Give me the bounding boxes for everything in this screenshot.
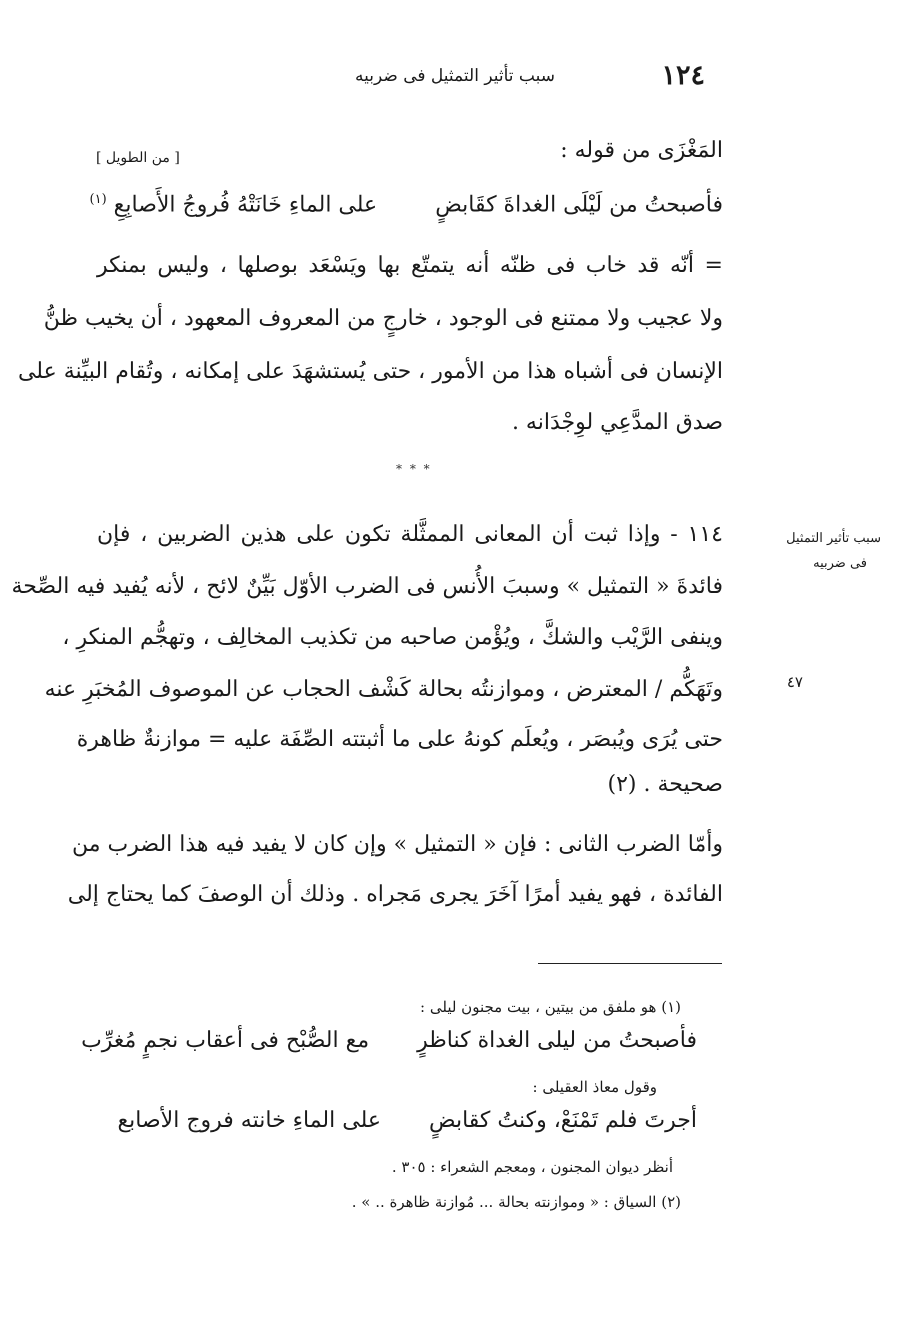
footnote-1-mid: وقول معاذ العقيلى : <box>532 1078 657 1096</box>
paragraph-line: الفائدة ، فهو يفيد أمرًا آخَرَ يجرى مَجراه . وذلك أن الوصفَ كما يحتاج إلى <box>67 882 723 907</box>
page-number: ١٢٤ <box>661 60 705 91</box>
margin-page-number: ٤٧ <box>786 673 803 691</box>
paragraph-line: ١١٤ - وإذا ثبت أن المعانى الممثَّلة تكون على هذين الضربين ، فإن <box>97 522 723 547</box>
footnote-verse-line <box>81 1028 697 1053</box>
paragraph-line: حتى يُرَى ويُبصَر ، ويُعلَم كونهُ على ما أثبتته الصِّفَة عليه = موازنةٌ ظاهرة <box>76 727 723 752</box>
paragraph-line: وينفى الرَّيْب والشكَّ ، ويُؤْمن صاحبه من تكذيب المخالِف ، وتهجُّم المنكرِ ، <box>62 625 723 650</box>
margin-note-line: فى ضربيه <box>813 556 867 571</box>
verse-hemistich-second: على الماءِ خانته فروج الأصابع <box>117 1108 381 1133</box>
verse-hemistich-first: فأصبحتُ من ليلى الغداة كناظرٍ <box>417 1028 697 1053</box>
footnote-2: (٢) السياق : « وموازنته بحالة ... مُوازنة ظاهرة .. » . <box>351 1193 681 1211</box>
paragraph-line: وأمّا الضرب الثانى : فإن « التمثيل » وإن كان لا يفيد فيه هذا الضرب من <box>72 832 723 857</box>
paragraph-line: فائدةَ « التمثيل » وسببَ الأُنس فى الضرب الأوّل بَيِّنٌ لائح ، لأنه يُفيد فيه الصِّحة <box>11 574 723 599</box>
section-intro-label: المَغْزَى من قوله : <box>560 138 723 163</box>
paragraph-line: = أنّه قد خاب فى ظنّه أنه يتمتّع بها ويَسْعَد بوصلها ، وليس بمنكر <box>97 253 723 278</box>
paragraph-line: ولا عجيب ولا ممتنع فى الوجود ، خارجٍ من المعروف المعهود ، أن يخيب ظنُّ <box>43 306 723 331</box>
verse-hemistich-first: أجرتَ فلم تَمْنَعْ، وكنتُ كقابضٍ <box>429 1108 697 1133</box>
paragraph-line: صدق المدَّعِي لوِجْدَانه . <box>511 410 723 435</box>
paragraph-line: صحيحة . (٢) <box>607 772 723 797</box>
footnote-marker: (١) <box>89 192 107 207</box>
running-head: سبب تأثير التمثيل فى ضربيه <box>355 66 555 86</box>
footnote-rule <box>538 963 722 964</box>
verse-line <box>90 192 723 217</box>
section-separator: * * * <box>396 462 432 476</box>
verse-hemistich-second: على الماءِ خَانَتْهُ فُروجُ الأَصابِعِ <box>113 192 378 218</box>
verse-hemistich-first: فأصبحتُ من لَيْلَى الغداةَ كقَابضٍ <box>435 192 723 218</box>
verse-hemistich-second: مع الصُّبْح فى أعقاب نجمٍ مُغرِّب <box>81 1028 370 1053</box>
footnote-verse-line <box>117 1108 697 1133</box>
paragraph-line: وتَهَكُّم / المعترض ، وموازنتُه بحالة كَشْف الحجاب عن الموصوف المُخبَرِ عنه <box>44 677 723 702</box>
meter-tag: [ من الطويل ] <box>96 150 180 166</box>
paragraph-line: الإنسان فى أشباه هذا من الأمور ، حتى يُستشهَدَ على إمكانه ، وتُقام البيِّنة على <box>17 359 723 384</box>
margin-note-line: سبب تأثير التمثيل <box>786 531 881 546</box>
footnote-1-intro: (١) هو ملفق من بيتين ، بيت مجنون ليلى : <box>420 998 681 1016</box>
footnote-1-source: أنظر ديوان المجنون ، ومعجم الشعراء : ٣٠٥ . <box>391 1158 673 1176</box>
